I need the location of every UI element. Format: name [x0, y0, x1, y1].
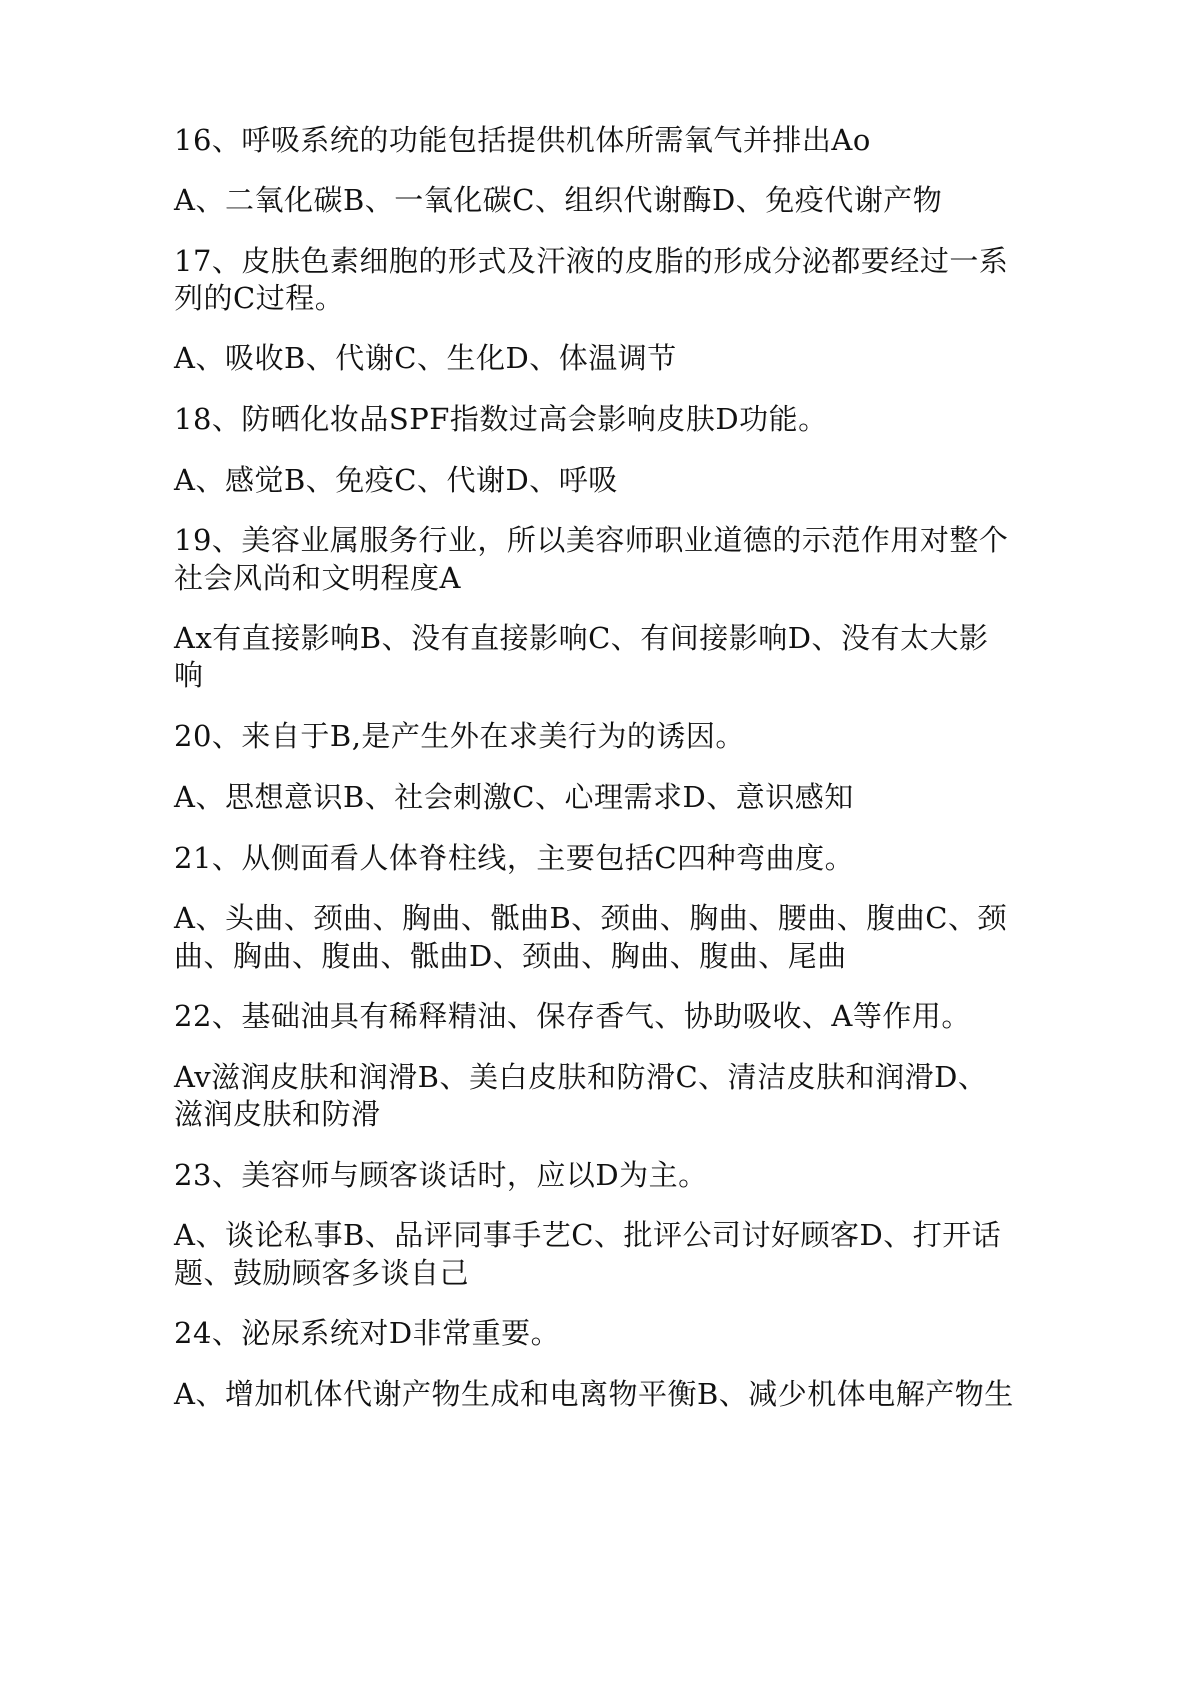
question-23-options-continued: 题、鼓励顾客多谈自己: [174, 1256, 470, 1290]
question-16-options: A、二氧化碳B、一氧化碳C、组织代谢酶D、免疫代谢产物: [174, 183, 943, 217]
question-22-options: Av滋润皮肤和润滑B、美白皮肤和防滑C、清洁皮肤和润滑D、: [174, 1060, 988, 1094]
question-21-options-continued: 曲、胸曲、腹曲、骶曲D、颈曲、胸曲、腹曲、尾曲: [174, 939, 847, 973]
question-24-options: A、增加机体代谢产物生成和电离物平衡B、减少机体电解产物生: [174, 1377, 1014, 1411]
question-21-options: A、头曲、颈曲、胸曲、骶曲B、颈曲、胸曲、腰曲、腹曲C、颈: [174, 901, 1007, 935]
question-23-options: A、谈论私事B、品评同事手艺C、批评公司讨好顾客D、打开话: [174, 1218, 1002, 1252]
question-20-text: 20、来自于B,是产生外在求美行为的诱因。: [174, 719, 745, 753]
question-21-text: 21、从侧面看人体脊柱线，主要包括C四种弯曲度。: [174, 841, 855, 875]
question-23-text: 23、美容师与顾客谈话时，应以D为主。: [174, 1158, 708, 1192]
question-19-options: Ax有直接影响B、没有直接影响C、有间接影响D、没有太大影: [174, 621, 989, 655]
question-17-options: A、吸收B、代谢C、生化D、体温调节: [174, 341, 677, 375]
question-22-text: 22、基础油具有稀释精油、保存香气、协助吸收、A等作用。: [174, 999, 971, 1033]
question-16-text: 16、呼吸系统的功能包括提供机体所需氧气并排出Ao: [174, 123, 871, 157]
question-17-text: 17、皮肤色素细胞的形式及汗液的皮脂的形成分泌都要经过一系: [174, 244, 1009, 278]
question-20-options: A、思想意识B、社会刺激C、心理需求D、意识感知: [174, 780, 854, 814]
question-18-text: 18、防晒化妆品SPF指数过高会影响皮肤D功能。: [174, 402, 828, 436]
question-24-text: 24、泌尿系统对D非常重要。: [174, 1316, 561, 1350]
question-19-text: 19、美容业属服务行业，所以美容师职业道德的示范作用对整个: [174, 523, 1009, 557]
question-19-text-continued: 社会风尚和文明程度A: [174, 561, 461, 595]
question-18-options: A、感觉B、免疫C、代谢D、呼吸: [174, 463, 618, 497]
question-17-text-continued: 列的C过程。: [174, 281, 345, 315]
question-19-options-continued: 响: [174, 658, 204, 692]
question-22-options-continued: 滋润皮肤和防滑: [174, 1097, 381, 1131]
